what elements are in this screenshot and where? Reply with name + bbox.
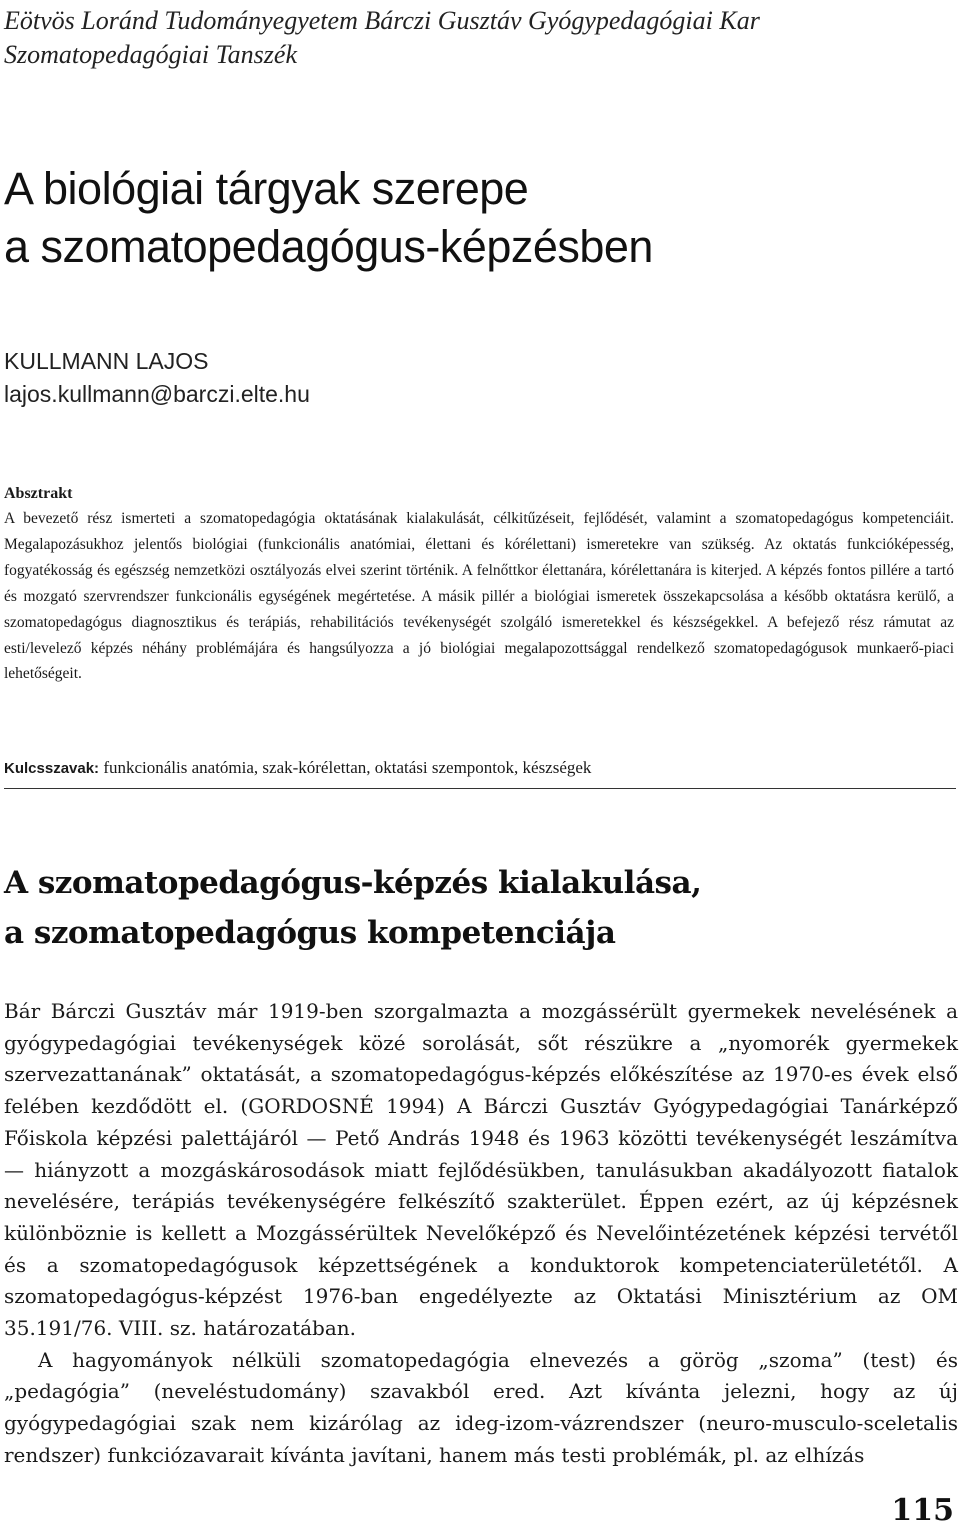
- section-heading: [4, 858, 954, 958]
- abstract: [4, 482, 954, 687]
- keywords-label: Kulcsszavak:: [4, 760, 100, 777]
- institution-line-1: Eötvös Loránd Tudományegyetem Bárczi Gusztáv Gyógypedagógiai Kar: [4, 6, 760, 35]
- body-paragraph-1: Bár Bárczi Gusztáv már 1919-ben szorgalmazta a mozgássérült gyermekek nevelésének a gyógypedagógiai tevékenységek közé sorolását, sőt részükre a „nyomorék gyermekek szervezattanának” oktatását, a szomatopedagógus-képzés előkészítése az 1970-es évek első felében kezdődött el. (GORDOSNÉ 1994) A Bárczi Gusztáv Gyógypedagógiai Tanárképző Főiskola képzési palettájáról — Pető András 1948 és 1963 közötti tevékenységét leszámítva — hiányzott a mozgáskárosodások miatt fejlődésükben, tanulásukban akadályozott fiatalok nevelésére, terápiás tevékenységére felkészítő szakterület. Éppen ezért, az új képzésnek különböznie is kellett a Mozgássérültek Nevelőképző és Nevelőintézetének képzési tervétől és a szomatopedagógusok képzettségének a konduktorok kompetenciaterületétől. A szomatopedagógus-képzést 1976-ban engedélyezte az Oktatási Minisztérium az OM 35.191/76. VIII. sz. határozatában.: [4, 999, 958, 1341]
- author-name: KULLMANN LAJOS: [4, 348, 209, 374]
- abstract-text: A bevezető rész ismerteti a szomatopedagógia oktatásának kialakulását, célkitűzéseit, fejlődését, valamint a szomatopedagógus kompetenciáit. Megalapozásukhoz jelentős biológiai (funkcionális anatómiai, élettani és kórélettani) ismeretekre van szükség. Az oktatás funkcióképesség, fogyatékosság és egészség nemzetközi osztályozás elvei szerint történik. A felnőttkor élettanára, kórélettanára is kiterjed. A képzés fontos pillére a tartó és mozgató szervrendszer funkcionális egységének megértetése. A másik pillér a biológiai ismeretek összekapcsolása a később oktatásra kerülő, a szomatopedagógus diagnosztikus és terápiás, rehabilitációs tevékenységét szolgáló ismeretekkel és készségekkel. A befejező rész rámutat az esti/levelező képzés néhány problémájára és hangsúlyozza a jó biológiai megalapozottsággal rendelkező szomatopedagógusok munkaerő-piaci lehetőségeit.: [4, 510, 954, 683]
- horizontal-rule: [4, 788, 956, 789]
- body-text: [4, 996, 958, 1472]
- author-email: lajos.kullmann@barczi.elte.hu: [4, 381, 310, 407]
- section-heading-line-2: a szomatopedagógus kompetenciája: [4, 915, 616, 951]
- author-block: [4, 345, 310, 411]
- article-title-line-2: a szomatopedagógus-képzésben: [4, 221, 653, 272]
- article-title: [4, 160, 954, 276]
- keywords: [4, 755, 954, 782]
- institution-line-2: Szomatopedagógiai Tanszék: [4, 40, 297, 69]
- abstract-heading: Absztrakt: [4, 485, 73, 502]
- section-heading-line-1: A szomatopedagógus-képzés kialakulása,: [4, 865, 702, 901]
- keywords-text: funkcionális anatómia, szak-kórélettan, oktatási szempontok, készségek: [99, 758, 592, 777]
- article-title-line-1: A biológiai tárgyak szerepe: [4, 163, 529, 214]
- body-paragraph-2: A hagyományok nélküli szomatopedagógia elnevezés a görög „szoma” (test) és „pedagógia” (neveléstudomány) szavakból ered. Azt kívánta jelezni, hogy az új gyógypedagógiai szak nem kizárólag az ideg-izom-vázrendszer (neuro-musculo-sceletalis rendszer) funkciózavarait kívánta javítani, hanem más testi problémák, pl. az elhízás: [4, 1347, 958, 1467]
- institution-header: [4, 4, 954, 72]
- page-number: 115: [891, 1493, 954, 1528]
